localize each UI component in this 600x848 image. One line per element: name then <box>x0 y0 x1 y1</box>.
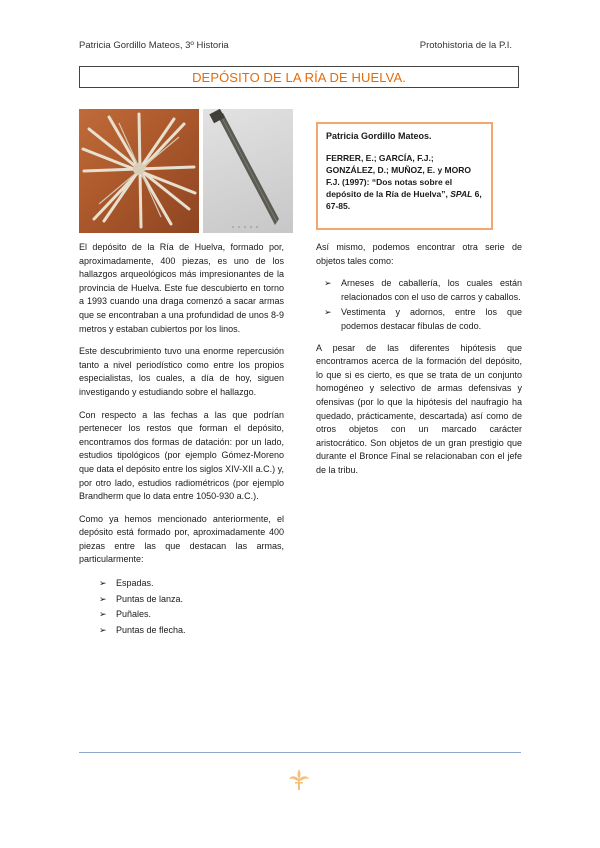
paragraph: Así mismo, podemos encontrar otra serie de objetos tales como: <box>316 242 522 266</box>
citation-end: 6, 67-85. <box>326 189 482 211</box>
list-item <box>97 624 284 638</box>
citation-main: FERRER, E.; GARCÍA, F.J.; GONZÁLEZ, D.; MUÑOZ, E. y MORO F.J. (1997): “Dos notas sobre el depósito de la Ría de Huelva”, <box>326 153 471 199</box>
page-title: DEPÓSITO DE LA RÍA DE HUELVA. <box>192 69 406 85</box>
list-item-text: Vestimenta y adornos, entre los que podemos destacar fíbulas de codo. <box>341 307 522 331</box>
objects-list <box>316 277 522 333</box>
paragraph: Este descubrimiento tuvo una enorme repercusión tanto a nivel periodístico como entre los propios especialistas, los cuales, a día de hoy, siguen investigando y estudiando sobre el hallazgo. <box>79 346 284 397</box>
weapons-list <box>79 577 284 637</box>
list-item <box>97 608 284 622</box>
paragraph: A pesar de las diferentes hipótesis que encontramos acerca de la formación del depósito, lo que si es cierto, es que se trata de un conjunto homogéneo y selectivo de armas defensivas y ofensivas (por lo que la hipótesis del naufragio ha quedado, prácticamente, descartada) así como de otros objetos con un marcado carácter aristocrático. Son objetos de un gran prestigio que durante el Bronce Final se relacionaban con el jefe de la tribu. <box>316 342 522 475</box>
arrow-bullet-icon: ➢ <box>99 609 107 620</box>
paragraph: El depósito de la Ría de Huelva, formado por, aproximadamente, 400 piezas, es uno de los hallazgos arqueológicos más impresionantes de la provincia de Huelva. Este fue descubierto en torno a 1993 cuando una draga comenzó a sacar armas que se encontraban a una profundidad de unos 8-9 metros y estaban cubiertos por los linos. <box>79 242 284 334</box>
title-box <box>79 66 519 88</box>
header-left: Patricia Gordillo Mateos, 3º Historia <box>79 40 229 51</box>
list-item-text: Puñales. <box>116 609 152 620</box>
paragraph: Como ya hemos mencionado anteriormente, el depósito está formado por, aproximadamente 400 piezas entre las que destacan las armas, particularmente: <box>79 513 284 565</box>
left-column <box>79 241 284 645</box>
header-right: Protohistoria de la P.I. <box>419 40 512 51</box>
fleur-ornament-icon <box>286 767 312 793</box>
list-item <box>322 306 522 333</box>
swords-photo <box>79 109 199 233</box>
citation-journal: SPAL <box>450 189 473 199</box>
arrow-bullet-icon: ➢ <box>99 578 107 589</box>
list-item <box>322 277 522 304</box>
list-item <box>97 593 284 607</box>
arrow-bullet-icon: ➢ <box>99 593 107 604</box>
list-item-text: Puntas de flecha. <box>116 624 186 635</box>
list-item-text: Arneses de caballería, los cuales están relacionados con el uso de carros y caballos. <box>341 278 522 302</box>
list-item-text: Puntas de lanza. <box>116 593 184 604</box>
arrow-bullet-icon: ➢ <box>324 307 332 318</box>
arrow-bullet-icon: ➢ <box>99 624 107 635</box>
sword-photo <box>203 109 293 233</box>
list-item-text: Espadas. <box>116 578 154 589</box>
right-column <box>316 241 522 487</box>
paragraph: Con respecto a las fechas a las que podrían pertenecer los restos que forman el depósito, encontramos dos formas de datación: por un lado, estudios tipológicos (por ejemplo Gómez-Moreno que data el depósito entre los siglos XIV-XII a.C.) y, por otro lado, estudios radiométricos (por ejemplo Brandherm que lo data entre 1050-930 a.C.). <box>79 409 284 502</box>
citation-author: Patricia Gordillo Mateos. <box>326 131 432 141</box>
citation-reference <box>326 152 483 212</box>
citation-box <box>316 122 493 230</box>
list-item <box>97 577 284 591</box>
footer-divider <box>79 752 521 753</box>
arrow-bullet-icon: ➢ <box>324 278 332 289</box>
